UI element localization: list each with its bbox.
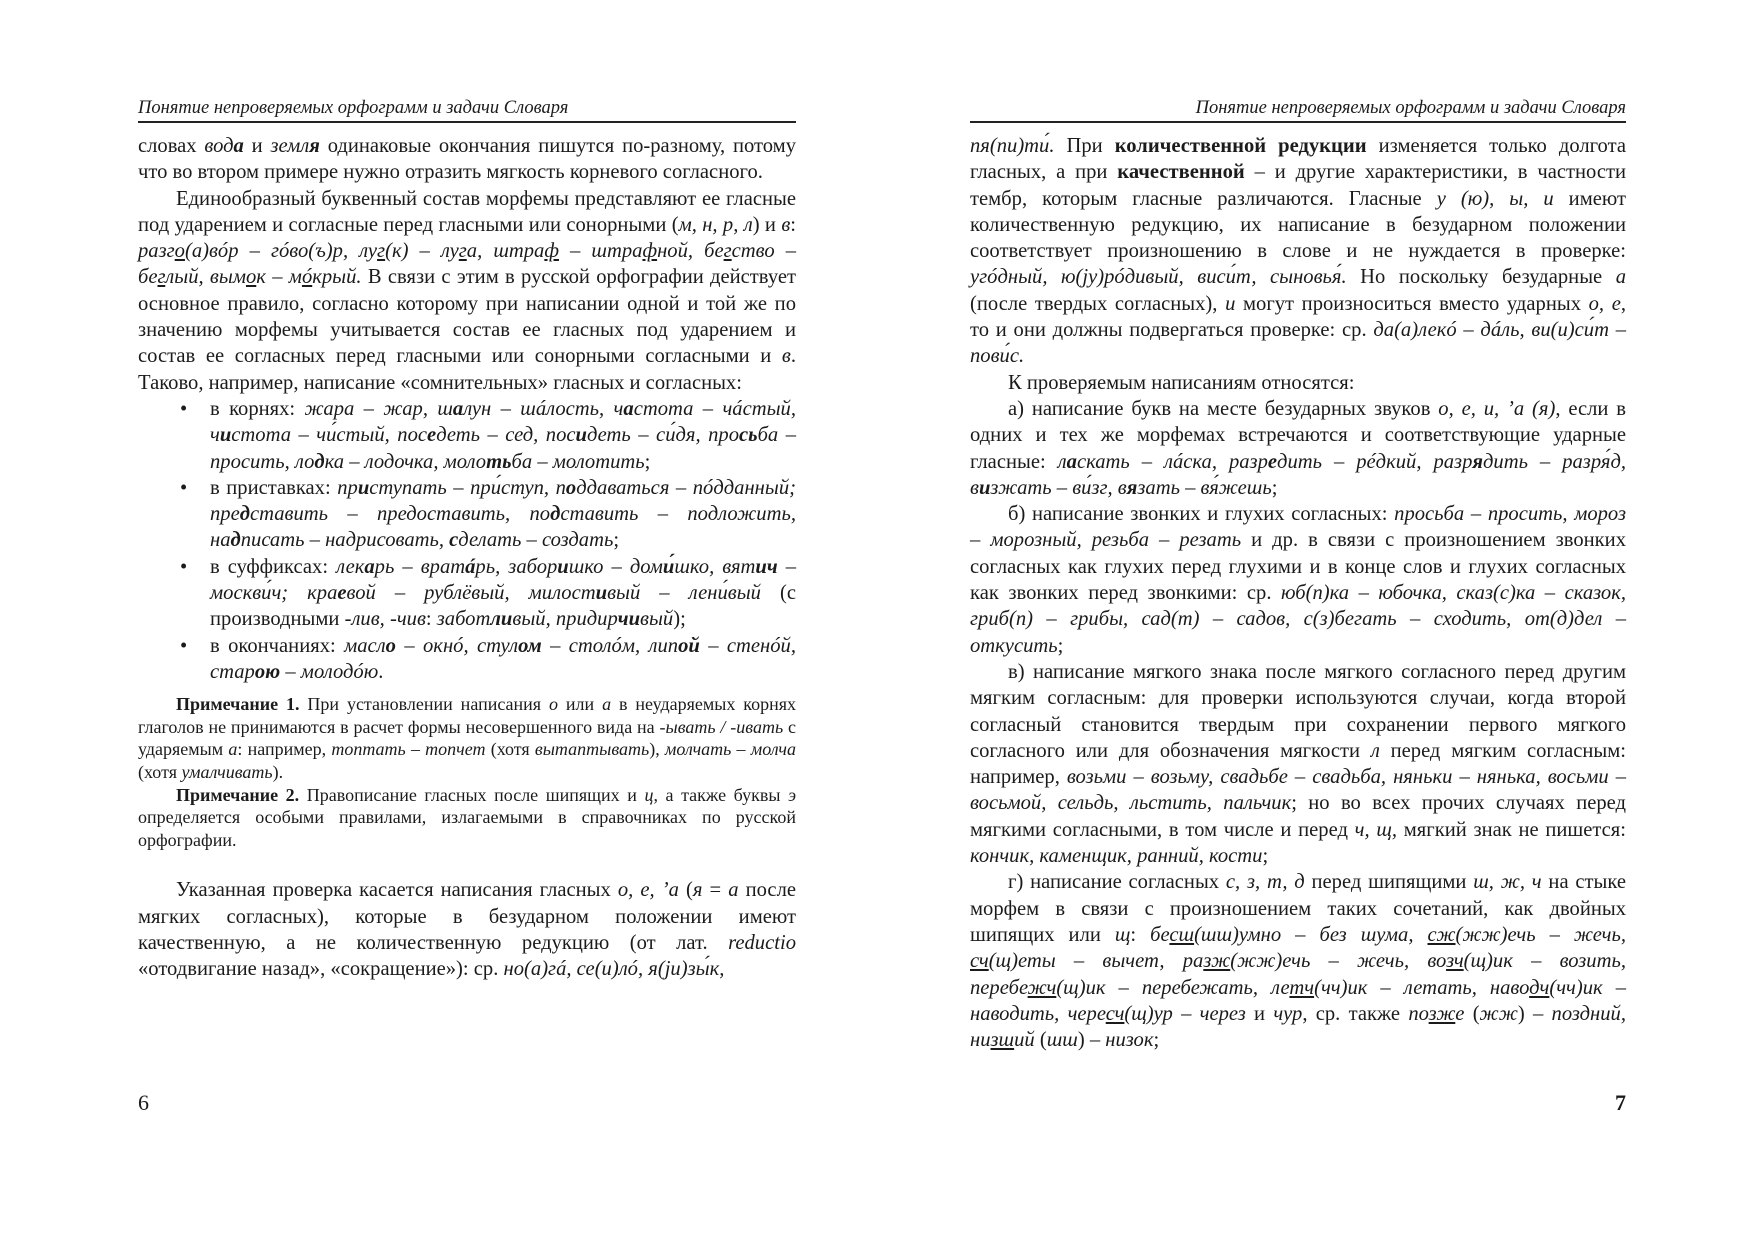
paragraph-a: а) написание букв на месте безударных звуков о, е, и, ’а (я), если в одних и тех же морфемах встречаются и соответствующие ударные гласные: ласкать – лáска, разредить – рéдкий, разрядить – разря́д, визжать – ви́зг, вязать – вя́жешь;: [970, 397, 1627, 499]
page-number-right: 7: [1615, 1090, 1626, 1115]
paragraph: Единообразный буквенный состав морфемы представляют ее гласные под ударением и согласные перед гласными или сонорными (м, н, р, л) и в: разго(а)вóр – гóво(ъ)р, луг(к) – луга, штраф – штрафной, бегство – беглый, вымок – мóкрый. В связи с этим в русской орфографии действует основное правило, согласно которому при написании одной и той же по значению морфемы учитывается состав ее гласных под ударением и состав ее согласных перед гласными или сонорными согласными и в. Таково, например, написание «сомнительных» гласных и согласных:: [138, 187, 797, 394]
right-page-body: [970, 133, 1626, 1053]
list-item: • в окончаниях: масло – окнó, стулом – столóм, липой – стенóй, старою – молодóю.: [138, 633, 796, 686]
paragraph: пя(пи)ти́. При количественной редукции изменяется только долгота гласных, а при качественной – и другие характеристики, в частности тембр, которым гласные различаются. Гласные у (ю), ы, и имеют количественную редукцию, их написание в безударном положении соответствует произношению в слове и не нуждается в проверке: угóдный, ю(jу)рóдивый, виси́т, сыновья́. Но поскольку безударные а (после твердых согласных), и могут произноситься вместо ударных о, е, то и они должны подвергаться проверке: ср. да(а)лекó – дáль, ви(и)си́т – пови́с.: [970, 135, 1627, 368]
paragraph-c: в) написание мягкого знака после мягкого согласного перед другим мягким согласным: для проверки используются случаи, когда второй согласный становится твердым при сохранении первого мягкого согласного или для обозначения мягкости л перед мягким согласным: например, возьми – возьму, свадьбе – свадьба, няньки – нянька, восьми – восьмой, сельдь, льстить, пальчик; но во всех прочих случаях перед мягкими согласными, в том числе и перед ч, щ, мягкий знак не пишется: кончик, каменщик, ранний, кости;: [970, 660, 1627, 868]
examples-list: [138, 396, 796, 685]
note-2: Примечание 2. Правописание гласных после шипящих и ц, а также буквы э определяется особыми правилами, излагаемыми в справочниках по русской орфографии.: [138, 784, 796, 850]
left-page-body: [138, 133, 796, 983]
paragraph: словах вода и земля одинаковые окончания пишутся по-разному, потому что во втором примере нужно отразить мягкость корневого согласного.: [138, 135, 796, 184]
paragraph: Указанная проверка касается написания гласных о, е, ’а (я = а после мягких согласных), которые в безударном положении имеют качественную, а не количественную редукцию (от лат. reductio «отодвигание назад», «сокращение»): ср. но(а)гá, се(и)лó, я(jи)зы́к,: [138, 879, 796, 981]
running-head-left: Понятие непроверяемых орфограмм и задачи Словаря: [138, 97, 796, 123]
page-number-left: 6: [138, 1090, 149, 1115]
list-item: • в корнях: жара – жар, шалун – шáлость, частота – чáстый, чистота – чи́стый, поседеть – сед, посидеть – си́дя, просьба – просить, лодка – лодочка, молотьба – молотить;: [138, 396, 796, 475]
paragraph-d: г) написание согласных с, з, т, д перед шипящими ш, ж, ч на стыке морфем в связи с произношением таких сочетаний, как двойных шипящих или щ: бесш(шш)умно – без шума, сж(жж)ечь – жечь, сч(щ)еты – вычет, разж(жж)ечь – жечь, возч(щ)ик – возить, перебежч(щ)ик – перебежать, летч(чч)ик – летать, наводч(чч)ик – наводить, чересч(щ)ур – через и чур, ср. также позже (жж) – поздний, низший (шш) – низок;: [970, 871, 1626, 1052]
note-1-label: Примечание 1.: [176, 694, 300, 715]
list-item: • в приставках: приступать – при́ступ, поддаваться – пóдданный; представить – предоставить, подставить – подложить, надписать – надрисовать, сделать – создать;: [138, 475, 796, 554]
note-1: Примечание 1. При установлении написания о или а в неударяемых корнях глаголов не принимаются в расчет формы несовершенного вида на -ывать / -ивать с ударяемым а: например, топтать – топчет (хотя вытаптывать), молчать – молча (хотя умалчивать).: [138, 694, 797, 783]
list-item: • в суффиксах: лекарь – вратáрь, заборишко – доми́шко, вятич – москви́ч; краевой – рублёвый, милостивый – лени́вый (с производными -лив, -чив: заботливый, придирчивый);: [138, 554, 796, 633]
paragraph-b: б) написание звонких и глухих согласных: просьба – просить, мороз – морозный, резьба – резать и др. в связи с произношением звонких согласных как глухих перед глухими и в конце слов и глухих согласных как звонких перед звонкими: ср. юб(п)ка – юбочка, сказ(с)ка – сказок, гриб(п) – грибы, сад(т) – садов, с(з)бегать – сходить, от(д)дел – откусить;: [970, 503, 1627, 657]
note-2-label: Примечание 2.: [176, 784, 300, 805]
intro-line: К проверяемым написаниям относятся:: [1008, 371, 1355, 394]
running-head-right: Понятие непроверяемых орфограмм и задачи Словаря: [970, 97, 1626, 123]
